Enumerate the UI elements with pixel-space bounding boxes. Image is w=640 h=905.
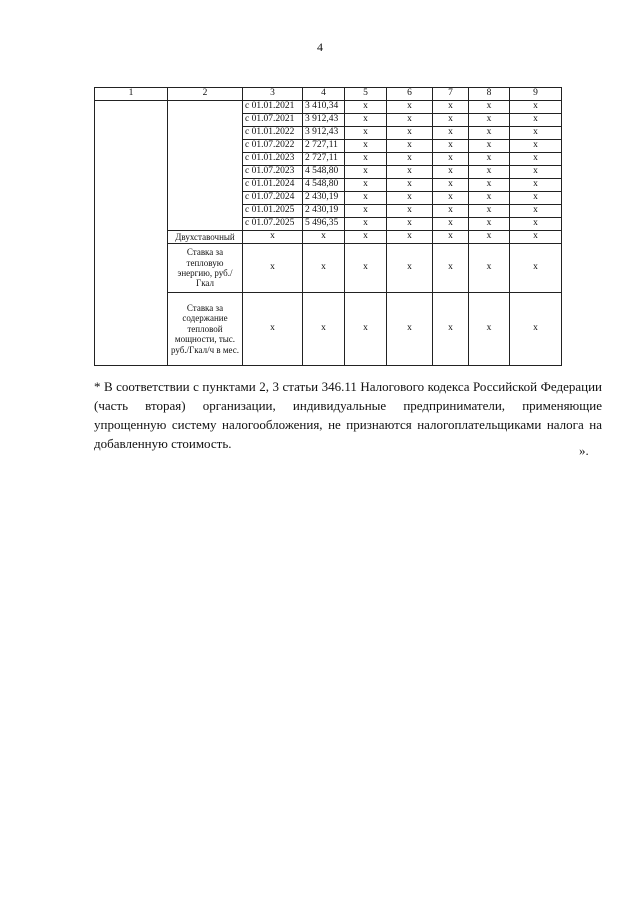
x-cell: x	[469, 153, 510, 166]
col1-cell	[95, 101, 168, 366]
rate-label-cell: Ставка за содержание тепловой мощности, тыс. руб./Гкал/ч в мес.	[168, 293, 243, 366]
tariff-table	[94, 87, 562, 366]
period-cell: с 01.07.2025	[243, 218, 303, 231]
x-cell: x	[303, 293, 345, 366]
period-cell: с 01.07.2024	[243, 192, 303, 205]
x-cell: x	[303, 231, 345, 244]
value-cell: 4 548,80	[303, 166, 345, 179]
period-cell: с 01.01.2025	[243, 205, 303, 218]
x-cell: x	[510, 179, 562, 192]
x-cell: x	[510, 218, 562, 231]
period-cell: с 01.07.2021	[243, 114, 303, 127]
x-cell: x	[433, 244, 469, 293]
x-cell: x	[433, 101, 469, 114]
x-cell: x	[510, 231, 562, 244]
x-cell: x	[433, 231, 469, 244]
x-cell: x	[345, 153, 387, 166]
x-cell: x	[469, 179, 510, 192]
value-cell: 3 912,43	[303, 127, 345, 140]
x-cell: x	[387, 231, 433, 244]
period-cell: с 01.01.2023	[243, 153, 303, 166]
header-cell: 4	[303, 88, 345, 101]
x-cell: x	[243, 231, 303, 244]
x-cell: x	[387, 166, 433, 179]
value-cell: 2 430,19	[303, 192, 345, 205]
footnote: * В соответствии с пунктами 2, 3 статьи 346.11 Налогового кодекса Российской Федерации (часть вторая) организации, индивидуальные предприниматели, применяющие упрощенную систему налогообложения, не признаются налогоплательщиками налога на добавленную стоимость.	[94, 379, 602, 451]
header-cell: 3	[243, 88, 303, 101]
period-cell: с 01.07.2023	[243, 166, 303, 179]
x-cell: x	[345, 127, 387, 140]
x-cell: x	[387, 293, 433, 366]
x-cell: x	[387, 127, 433, 140]
x-cell: x	[469, 166, 510, 179]
period-cell: с 01.01.2022	[243, 127, 303, 140]
col2-cell	[168, 101, 243, 231]
x-cell: x	[510, 153, 562, 166]
x-cell: x	[433, 205, 469, 218]
value-cell: 5 496,35	[303, 218, 345, 231]
x-cell: x	[469, 293, 510, 366]
x-cell: x	[433, 192, 469, 205]
x-cell: x	[387, 205, 433, 218]
x-cell: x	[510, 205, 562, 218]
x-cell: x	[345, 114, 387, 127]
x-cell: x	[510, 293, 562, 366]
x-cell: x	[345, 192, 387, 205]
x-cell: x	[345, 140, 387, 153]
header-cell: 7	[433, 88, 469, 101]
rate-label-cell: Двухставочный	[168, 231, 243, 244]
value-cell: 3 410,34	[303, 101, 345, 114]
x-cell: x	[387, 101, 433, 114]
x-cell: x	[510, 101, 562, 114]
header-cell: 1	[95, 88, 168, 101]
value-cell: 4 548,80	[303, 179, 345, 192]
x-cell: x	[387, 218, 433, 231]
value-cell: 2 727,11	[303, 140, 345, 153]
x-cell: x	[387, 179, 433, 192]
x-cell: x	[469, 192, 510, 205]
x-cell: x	[433, 218, 469, 231]
x-cell: x	[433, 127, 469, 140]
rate-label-cell: Ставка за тепловую энергию, руб./Гкал	[168, 244, 243, 293]
x-cell: x	[345, 231, 387, 244]
value-cell: 3 912,43	[303, 114, 345, 127]
x-cell: x	[469, 127, 510, 140]
x-cell: x	[345, 166, 387, 179]
x-cell: x	[510, 192, 562, 205]
x-cell: x	[433, 153, 469, 166]
x-cell: x	[387, 192, 433, 205]
header-cell: 8	[469, 88, 510, 101]
x-cell: x	[469, 244, 510, 293]
x-cell: x	[510, 127, 562, 140]
x-cell: x	[433, 140, 469, 153]
x-cell: x	[387, 140, 433, 153]
period-cell: с 01.07.2022	[243, 140, 303, 153]
header-cell: 9	[510, 88, 562, 101]
table-row	[95, 101, 562, 114]
table-body	[95, 88, 562, 366]
x-cell: x	[469, 101, 510, 114]
x-cell: x	[345, 101, 387, 114]
page-number: 4	[317, 40, 323, 54]
x-cell: x	[510, 244, 562, 293]
x-cell: x	[345, 179, 387, 192]
header-row	[95, 88, 562, 101]
x-cell: x	[469, 231, 510, 244]
x-cell: x	[243, 244, 303, 293]
header-cell: 2	[168, 88, 243, 101]
x-cell: x	[510, 114, 562, 127]
x-cell: x	[510, 166, 562, 179]
x-cell: x	[387, 244, 433, 293]
x-cell: x	[469, 205, 510, 218]
header-cell: 6	[387, 88, 433, 101]
x-cell: x	[345, 293, 387, 366]
x-cell: x	[433, 293, 469, 366]
period-cell: с 01.01.2021	[243, 101, 303, 114]
x-cell: x	[510, 140, 562, 153]
value-cell: 2 430,19	[303, 205, 345, 218]
x-cell: x	[469, 114, 510, 127]
x-cell: x	[387, 114, 433, 127]
x-cell: x	[345, 244, 387, 293]
x-cell: x	[433, 166, 469, 179]
x-cell: x	[469, 218, 510, 231]
x-cell: x	[387, 153, 433, 166]
x-cell: x	[303, 244, 345, 293]
end-quote-mark: ».	[579, 443, 589, 458]
x-cell: x	[433, 114, 469, 127]
x-cell: x	[433, 179, 469, 192]
x-cell: x	[345, 218, 387, 231]
value-cell: 2 727,11	[303, 153, 345, 166]
x-cell: x	[345, 205, 387, 218]
header-cell: 5	[345, 88, 387, 101]
x-cell: x	[469, 140, 510, 153]
x-cell: x	[243, 293, 303, 366]
period-cell: с 01.01.2024	[243, 179, 303, 192]
